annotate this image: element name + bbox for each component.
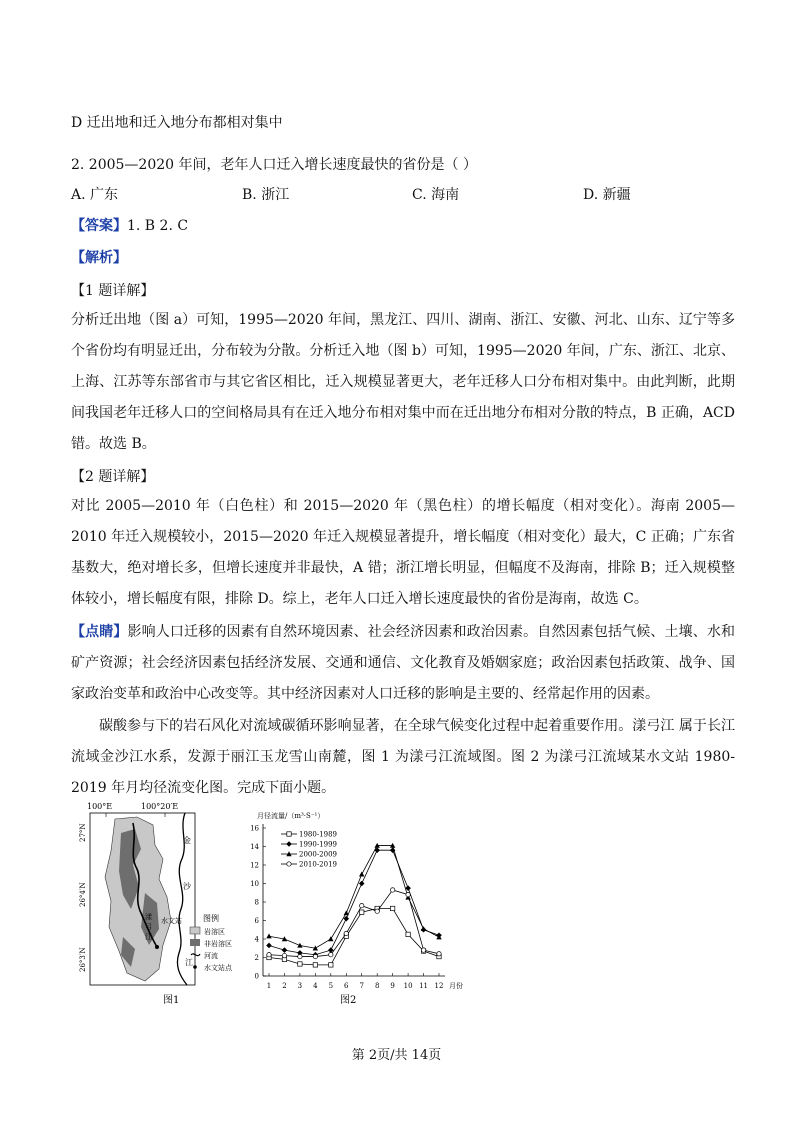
legend-label: 1980-1989 (299, 830, 337, 839)
river-name-char-1: 漾 (145, 913, 152, 921)
x-tick-label: 4 (313, 982, 318, 990)
data-point (360, 910, 364, 914)
figure1-caption: 图1 (163, 995, 180, 1006)
y-tick-label: 8 (254, 898, 259, 907)
x-tick-label: 6 (344, 982, 349, 990)
lat-label-mid: 26°4′N (79, 882, 87, 907)
x-tick-label: 8 (374, 982, 380, 990)
data-point (344, 931, 348, 935)
series-2000-2009 (266, 840, 441, 951)
station-point (155, 945, 159, 949)
river-name-char-2: 弓 (145, 923, 152, 931)
data-point (390, 906, 394, 910)
lon-label-west: 100°E (87, 802, 113, 811)
x-tick-label: 12 (434, 982, 444, 990)
data-point (359, 881, 365, 887)
highlight-label: 【点睛】 (71, 624, 128, 640)
q2-option-a: A. 广东 (71, 187, 119, 203)
series-line (269, 890, 439, 957)
lat-label-bottom: 26°3′N (79, 947, 87, 972)
data-point (313, 954, 317, 958)
legend-nonkarst: 非岩溶区 (204, 940, 232, 948)
q2-option-b: B. 浙江 (242, 187, 290, 203)
data-point (390, 888, 394, 892)
detail2-text: 对比 2005—2010 年（白色柱）和 2015—2020 年（黑色柱）的增长幅度（相对变化）。海南 2005—2010 年迁入规模较小，2015—2020 年迁入规模显著提升，增长幅度（相对变化）最大，C 正确；广东省基数大，绝对增长多，但增长速度并非最快，A 错；浙江增长明显，但幅度不及海南，排除 B；迁入规模整体较小，增长幅度有限，排除 D。综上，老年人口迁入增长速度最快的省份是海南，故选 C。 (71, 498, 735, 607)
legend-entry (281, 851, 337, 859)
detail2-heading: 【2 题详解】 (71, 469, 155, 485)
x-tick-label: 5 (328, 982, 334, 990)
basin-map (75, 797, 255, 1007)
chart-ylabel: 月径流量/（m³·S⁻¹） (257, 812, 325, 820)
legend-label: 2010-2019 (299, 860, 337, 869)
station-label: 水文站 (161, 917, 182, 925)
x-tick-label: 3 (297, 982, 303, 990)
lon-label-east: 100°20′E (141, 802, 179, 811)
highlight-paragraph (71, 617, 735, 710)
data-point (406, 892, 410, 896)
data-point (297, 943, 302, 948)
y-tick-label: 10 (250, 880, 259, 888)
y-tick-label: 2 (254, 954, 259, 962)
page-footer: 第 2页/共 14页 (351, 1048, 442, 1063)
x-tick-label: 1 (266, 982, 272, 990)
data-point (360, 904, 364, 908)
y-tick-label: 12 (250, 861, 259, 870)
analysis-label: 【解析】 (71, 250, 127, 266)
x-tick-label: 2 (282, 982, 287, 990)
river-char-1: 金 (183, 836, 191, 845)
detail1-heading: 【1 题详解】 (71, 283, 155, 299)
river-char-3: 江 (185, 958, 193, 967)
series-2010-2019 (267, 888, 441, 959)
data-point (298, 962, 302, 966)
x-tick-label: 10 (403, 982, 413, 990)
q2-option-d: D. 新疆 (583, 187, 631, 203)
x-tick-label: 9 (390, 982, 395, 990)
q1-option-d: D 迁出地和迁入地分布都相对集中 (71, 115, 283, 131)
legend-label: 1990-1999 (299, 840, 337, 849)
legend-title: 图例 (203, 914, 219, 923)
detail1-text: 分析迁出地（图 a）可知，1995—2020 年间，黑龙江、四川、湖南、浙江、安徽、河北、山东、辽宁等多个省份均有明显迁出，分布较为分散。分析迁入地（图 b）可知，1995—2020 年间，广东、浙江、北京、上海、江苏等东部省市与其它省区相比，迁入规模显著更大，老年迁移人口分布相对集中。由此判断，此期间我国老年迁移人口的空间格局具有在迁入地分布相对集中而在迁出地分布相对分散的特点，B 正确，ACD 错。故选 B。 (71, 312, 735, 452)
data-point (421, 948, 425, 952)
legend-karst: 岩溶区 (204, 928, 225, 936)
data-point (359, 872, 364, 877)
data-point (313, 963, 317, 967)
y-tick-label: 4 (254, 935, 259, 944)
legend-river: 河流 (204, 952, 218, 960)
legend-entry (281, 861, 337, 869)
data-point (266, 943, 272, 949)
y-tick-label: 6 (254, 917, 259, 925)
legend-swatch-karst (190, 927, 200, 934)
data-point (437, 952, 441, 956)
runoff-chart (235, 806, 495, 1006)
data-point (374, 847, 380, 853)
legend-swatch-nonkarst (190, 939, 200, 946)
chart-xlabel: 月份 (449, 982, 463, 990)
data-point (266, 934, 271, 939)
lat-label-top: 27°N (79, 823, 87, 842)
river-char-2: 沙 (183, 882, 191, 891)
data-point (375, 909, 379, 913)
answer-text: 1. B 2. C (127, 218, 189, 234)
legend-entry (281, 841, 337, 849)
data-point (298, 954, 302, 958)
highlight-text: 影响人口迁移的因素有自然环境因素、社会经济因素和政治因素。自然因素包括气候、土壤、水和矿产资源；社会经济因素包括经济发展、交通和通信、文化教育及婚姻家庭；政治因素包括政策、战争、国家政治变革和政治中心改变等。其中经济因素对人口迁移的影响是主要的、经常起作用的因素。 (71, 624, 736, 702)
series-line (269, 846, 439, 949)
legend-station-icon (193, 965, 197, 969)
data-point (287, 832, 291, 836)
river-name-char-3: 江 (145, 933, 152, 941)
data-point (282, 947, 288, 953)
y-tick-label: 0 (254, 972, 259, 981)
data-point (286, 841, 292, 847)
data-point (329, 963, 333, 967)
data-point (421, 926, 426, 931)
y-tick-label: 14 (250, 843, 259, 851)
legend-entry (281, 831, 337, 839)
figure2-caption: 图2 (340, 995, 357, 1006)
y-tick-label: 16 (250, 824, 259, 833)
series-1980-1989 (267, 906, 441, 967)
data-point (282, 953, 286, 957)
q2-option-c: C. 海南 (412, 187, 460, 203)
intro-paragraph: 碳酸参与下的岩石风化对流域碳循环影响显著，在全球气候变化过程中起着重要作用。漾弓江 属于长江流域金沙江水系，发源于丽江玉龙雪山南麓，图 1 为漾弓江流域图。图 2 为漾弓江流域某水文站 1980-2019 年月均径流变化图。完成下面小题。 (71, 718, 735, 796)
data-point (287, 862, 291, 866)
data-point (328, 936, 333, 941)
data-point (406, 932, 410, 936)
legend-station: 水文站点 (204, 964, 232, 972)
answer-line (71, 216, 188, 236)
data-point (344, 910, 349, 915)
q2-stem: 2. 2005—2020 年间，老年人口迁入增长速度最快的省份是（ ） (71, 157, 477, 173)
data-point (329, 953, 333, 957)
x-tick-label: 7 (359, 982, 364, 990)
series-line (269, 850, 439, 955)
answer-label: 【答案】 (71, 218, 127, 234)
x-tick-label: 11 (419, 982, 429, 990)
data-point (267, 953, 271, 957)
analysis-heading (71, 248, 127, 268)
legend-label: 2000-2009 (299, 850, 337, 859)
